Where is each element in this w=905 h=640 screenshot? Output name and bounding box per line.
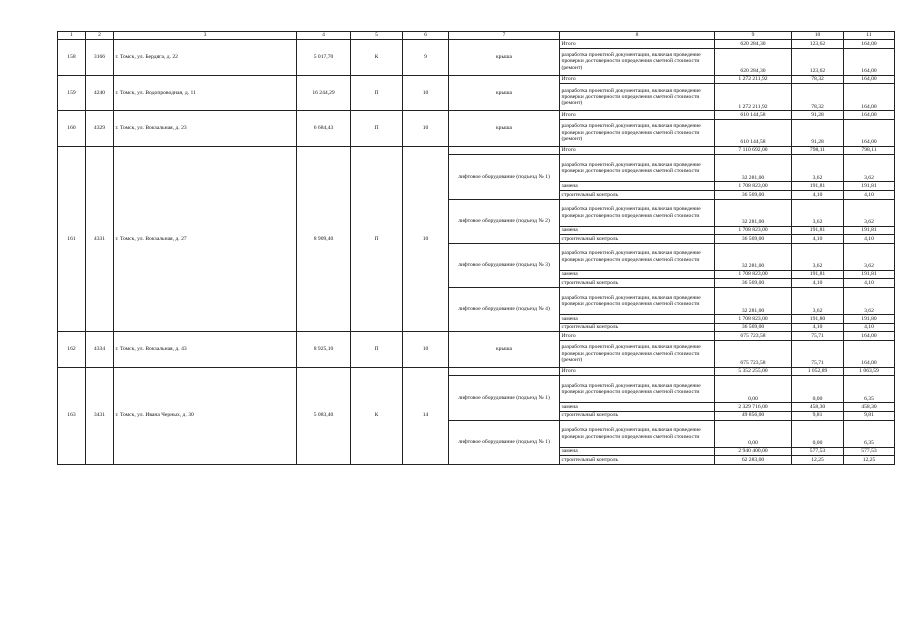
work-description: Итого — [560, 367, 715, 376]
house-address: г. Томск, ул. Вокзальная, д. 23 — [114, 111, 297, 147]
work-description: разработка проектной документации, включая проведение проверки достоверности определения сметной стоимости — [560, 243, 715, 270]
cost-per-sqm: 123,62 — [792, 48, 844, 75]
work-cost: 36 569,00 — [715, 235, 792, 244]
element-name: лифтовое оборудование (подъезд № 4) — [449, 287, 560, 331]
max-cost-per-sqm: 164,00 — [844, 119, 895, 146]
work-cost: 0,00 — [715, 420, 792, 447]
column-number-cell: 5 — [351, 32, 403, 40]
max-cost-per-sqm: 191,81 — [844, 226, 895, 235]
work-row — [58, 40, 895, 49]
house-floors: 10 — [403, 332, 449, 368]
column-number-cell: 2 — [86, 32, 114, 40]
max-cost-per-sqm: 191,81 — [844, 182, 895, 191]
work-cost: 36 569,00 — [715, 323, 792, 332]
column-number-row — [58, 32, 895, 40]
element-name: лифтовое оборудование (подъезд № 3) — [449, 243, 560, 287]
work-description: строительный контроль — [560, 323, 715, 332]
max-cost-per-sqm: 798,11 — [844, 146, 895, 155]
work-cost: 1 708 823,00 — [715, 226, 792, 235]
max-cost-per-sqm: 3,62 — [844, 287, 895, 314]
house-area: 8 925,10 — [297, 332, 351, 368]
max-cost-per-sqm: 4,10 — [844, 323, 895, 332]
house-type: П — [351, 111, 403, 147]
max-cost-per-sqm: 6,35 — [844, 420, 895, 447]
cost-per-sqm: 123,62 — [792, 40, 844, 49]
work-description: Итого — [560, 332, 715, 341]
work-cost: 1 708 823,00 — [715, 314, 792, 323]
house-code: 3431 — [86, 367, 114, 464]
max-cost-per-sqm: 1 063,59 — [844, 367, 895, 376]
house-address: г. Томск, ул. Водопроводная, д. 11 — [114, 75, 297, 111]
work-description: Итого — [560, 111, 715, 120]
cost-per-sqm: 4,10 — [792, 323, 844, 332]
work-row — [58, 75, 895, 84]
max-cost-per-sqm: 191,80 — [844, 314, 895, 323]
house-address: г. Томск, ул. Бердяга, д. 22 — [114, 40, 297, 76]
work-row — [58, 111, 895, 120]
work-description: замена — [560, 447, 715, 456]
house-area: 16 244,29 — [297, 75, 351, 111]
work-cost: 49 856,00 — [715, 411, 792, 420]
cost-per-sqm: 191,81 — [792, 182, 844, 191]
work-description: строительный контроль — [560, 190, 715, 199]
house-area: 5 083,40 — [297, 367, 351, 464]
element-name: крыша — [449, 40, 560, 76]
max-cost-per-sqm: 577,53 — [844, 447, 895, 456]
max-cost-per-sqm: 164,00 — [844, 48, 895, 75]
work-cost: 1 272 211,92 — [715, 84, 792, 111]
work-description: замена — [560, 226, 715, 235]
cost-per-sqm: 3,62 — [792, 199, 844, 226]
row-number: 162 — [58, 332, 86, 368]
cost-per-sqm: 78,32 — [792, 84, 844, 111]
house-floors: 9 — [403, 40, 449, 76]
cost-per-sqm: 458,30 — [792, 403, 844, 412]
cost-per-sqm: 91,28 — [792, 111, 844, 120]
work-description: разработка проектной документации, включая проведение проверки достоверности определения сметной стоимости (ремонт) — [560, 84, 715, 111]
total-row — [58, 146, 895, 155]
house-floors: 14 — [403, 367, 449, 464]
column-number-cell: 3 — [114, 32, 297, 40]
house-area: 5 017,70 — [297, 40, 351, 76]
column-number-cell: 1 — [58, 32, 86, 40]
cost-per-sqm: 191,81 — [792, 270, 844, 279]
work-cost: 32 281,00 — [715, 287, 792, 314]
house-type: П — [351, 332, 403, 368]
max-cost-per-sqm: 4,10 — [844, 279, 895, 288]
max-cost-per-sqm: 164,00 — [844, 340, 895, 367]
max-cost-per-sqm: 12,25 — [844, 456, 895, 465]
element-name — [449, 146, 560, 155]
row-number: 159 — [58, 75, 86, 111]
work-cost: 675 723,58 — [715, 332, 792, 341]
work-cost: 610 144,58 — [715, 119, 792, 146]
cost-per-sqm: 78,32 — [792, 75, 844, 84]
house-floors: 10 — [403, 75, 449, 111]
cost-per-sqm: 4,10 — [792, 279, 844, 288]
max-cost-per-sqm: 4,10 — [844, 235, 895, 244]
cost-per-sqm: 75,71 — [792, 340, 844, 367]
column-number-cell: 4 — [297, 32, 351, 40]
cost-per-sqm: 9,81 — [792, 411, 844, 420]
work-row — [58, 332, 895, 341]
work-cost: 36 569,00 — [715, 190, 792, 199]
row-number: 158 — [58, 40, 86, 76]
cost-per-sqm: 3,62 — [792, 287, 844, 314]
cost-per-sqm: 577,53 — [792, 447, 844, 456]
max-cost-per-sqm: 191,81 — [844, 270, 895, 279]
work-description: разработка проектной документации, включая проведение проверки достоверности определения сметной стоимости — [560, 287, 715, 314]
work-description: разработка проектной документации, включая проведение проверки достоверности определения сметной стоимости — [560, 199, 715, 226]
house-type: К — [351, 40, 403, 76]
cost-per-sqm: 0,00 — [792, 420, 844, 447]
total-row — [58, 367, 895, 376]
max-cost-per-sqm: 164,00 — [844, 84, 895, 111]
work-cost: 7 110 692,00 — [715, 146, 792, 155]
column-number-cell: 8 — [560, 32, 715, 40]
work-cost: 620 284,30 — [715, 40, 792, 49]
work-description: Итого — [560, 75, 715, 84]
house-address: г. Томск, ул. Вокзальная, д. 27 — [114, 146, 297, 331]
house-type: П — [351, 146, 403, 331]
max-cost-per-sqm: 3,62 — [844, 155, 895, 182]
max-cost-per-sqm: 164,00 — [844, 75, 895, 84]
cost-per-sqm: 12,25 — [792, 456, 844, 465]
max-cost-per-sqm: 164,00 — [844, 40, 895, 49]
max-cost-per-sqm: 4,10 — [844, 190, 895, 199]
max-cost-per-sqm: 3,62 — [844, 243, 895, 270]
cost-per-sqm: 191,81 — [792, 226, 844, 235]
work-cost: 2 329 716,00 — [715, 403, 792, 412]
element-name: крыша — [449, 75, 560, 111]
max-cost-per-sqm: 458,30 — [844, 403, 895, 412]
house-address: г. Томск, ул. Ивана Черных, д. 30 — [114, 367, 297, 464]
work-description: разработка проектной документации, включая проведение проверки достоверности определения сметной стоимости — [560, 376, 715, 403]
cost-per-sqm: 0,00 — [792, 376, 844, 403]
house-floors: 10 — [403, 111, 449, 147]
column-number-cell: 6 — [403, 32, 449, 40]
house-code: 4240 — [86, 75, 114, 111]
house-code: 4331 — [86, 146, 114, 331]
row-number: 160 — [58, 111, 86, 147]
work-description: разработка проектной документации, включая проведение проверки достоверности определения сметной стоимости (ремонт) — [560, 119, 715, 146]
work-description: строительный контроль — [560, 235, 715, 244]
work-cost: 675 723,58 — [715, 340, 792, 367]
work-cost: 1 272 211,92 — [715, 75, 792, 84]
element-name: крыша — [449, 111, 560, 147]
work-description: Итого — [560, 40, 715, 49]
work-cost: 620 284,30 — [715, 48, 792, 75]
work-description: строительный контроль — [560, 279, 715, 288]
max-cost-per-sqm: 9,81 — [844, 411, 895, 420]
work-description: замена — [560, 270, 715, 279]
house-address: г. Томск, ул. Вокзальная, д. 43 — [114, 332, 297, 368]
work-cost: 32 281,00 — [715, 243, 792, 270]
cost-per-sqm: 4,10 — [792, 235, 844, 244]
column-number-cell: 10 — [792, 32, 844, 40]
work-cost: 62 283,00 — [715, 456, 792, 465]
cost-per-sqm: 3,62 — [792, 243, 844, 270]
element-name: лифтовое оборудование (подъезд № 1) — [449, 155, 560, 199]
work-cost: 32 281,00 — [715, 199, 792, 226]
max-cost-per-sqm: 3,62 — [844, 199, 895, 226]
element-name: лифтовое оборудование (подъезд № 2) — [449, 199, 560, 243]
column-number-cell: 11 — [844, 32, 895, 40]
house-code: 3166 — [86, 40, 114, 76]
work-cost: 1 708 823,00 — [715, 270, 792, 279]
cost-per-sqm: 75,71 — [792, 332, 844, 341]
row-number: 163 — [58, 367, 86, 464]
house-code: 4334 — [86, 332, 114, 368]
work-cost: 32 281,00 — [715, 155, 792, 182]
work-description: замена — [560, 182, 715, 191]
work-description: разработка проектной документации, включая проведение проверки достоверности определения сметной стоимости (ремонт) — [560, 48, 715, 75]
work-description: разработка проектной документации, включая проведение проверки достоверности определения сметной стоимости — [560, 420, 715, 447]
max-cost-per-sqm: 164,00 — [844, 332, 895, 341]
work-cost: 1 708 823,00 — [715, 182, 792, 191]
work-description: замена — [560, 403, 715, 412]
cost-per-sqm: 191,80 — [792, 314, 844, 323]
house-type: П — [351, 75, 403, 111]
work-description: строительный контроль — [560, 411, 715, 420]
element-name: лифтовое оборудование (подъезд № 1) — [449, 376, 560, 420]
element-name: лифтовое оборудование (подъезд № 1) — [449, 420, 560, 464]
max-cost-per-sqm: 164,00 — [844, 111, 895, 120]
column-number-cell: 7 — [449, 32, 560, 40]
house-floors: 10 — [403, 146, 449, 331]
work-description: строительный контроль — [560, 456, 715, 465]
work-cost: 610 144,58 — [715, 111, 792, 120]
work-cost: 2 940 400,00 — [715, 447, 792, 456]
column-number-cell: 9 — [715, 32, 792, 40]
cost-per-sqm: 4,10 — [792, 190, 844, 199]
work-description: Итого — [560, 146, 715, 155]
work-description: разработка проектной документации, включая проведение проверки достоверности определения сметной стоимости — [560, 155, 715, 182]
cost-per-sqm: 3,62 — [792, 155, 844, 182]
element-name — [449, 367, 560, 376]
cost-per-sqm: 91,28 — [792, 119, 844, 146]
work-cost: 0,00 — [715, 376, 792, 403]
house-area: 8 909,40 — [297, 146, 351, 331]
row-number: 161 — [58, 146, 86, 331]
work-cost: 5 352 255,00 — [715, 367, 792, 376]
house-type: К — [351, 367, 403, 464]
work-description: разработка проектной документации, включая проведение проверки достоверности определения сметной стоимости (ремонт) — [560, 340, 715, 367]
element-name: крыша — [449, 332, 560, 368]
cost-per-sqm: 1 052,89 — [792, 367, 844, 376]
house-area: 6 684,43 — [297, 111, 351, 147]
cost-per-sqm: 798,11 — [792, 146, 844, 155]
work-description: замена — [560, 314, 715, 323]
house-code: 4329 — [86, 111, 114, 147]
capital-repair-table — [57, 31, 895, 465]
max-cost-per-sqm: 6,35 — [844, 376, 895, 403]
work-cost: 36 569,00 — [715, 279, 792, 288]
